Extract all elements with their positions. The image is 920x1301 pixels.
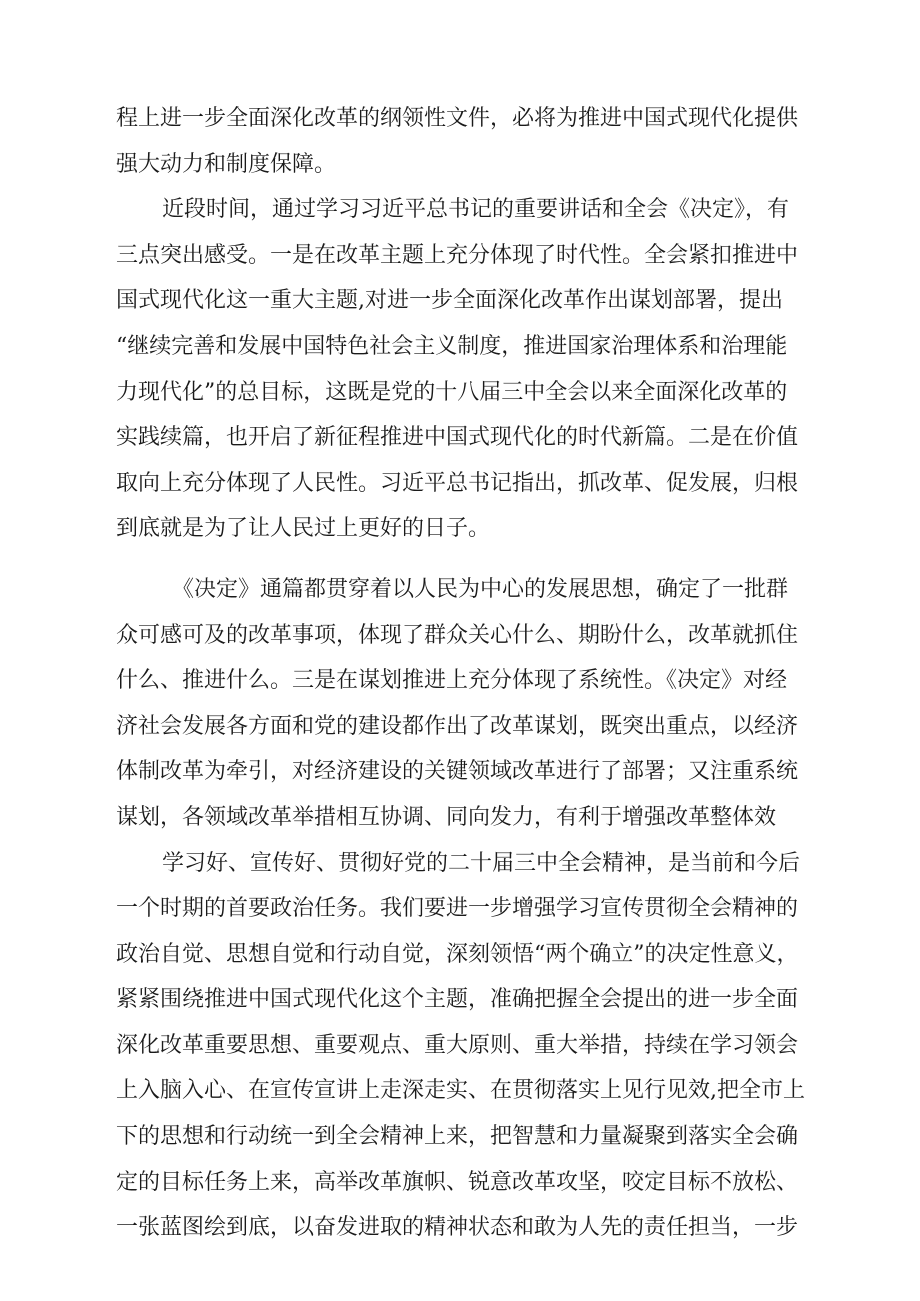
text-line: 紧紧围绕推进中国式现代化这个主题，准确把握全会提出的进一步全面	[116, 987, 799, 1013]
text-line: 上入脑入心、在宣传宣讲上走深走实、在贯彻落实上见行见效,把全市上	[116, 1078, 805, 1104]
text-line: 近段时间，通过学习习近平总书记的重要讲话和全会《决定》，有	[162, 197, 790, 223]
text-line: 体制改革为牵引，对经济建设的关键领域改革进行了部署；又注重系统	[116, 759, 799, 785]
text-line: 济社会发展各方面和党的建设都作出了改革谋划，既突出重点，以经济	[116, 713, 799, 739]
text-line: 实践续篇，也开启了新征程推进中国式现代化的时代新篇。二是在价值	[116, 425, 799, 451]
paragraph-gap	[116, 552, 836, 567]
text-line: 一张蓝图绘到底，以奋发进取的精神状态和敢为人先的责任担当，一步	[116, 1215, 799, 1241]
text-line: 下的思想和行动统一到全会精神上来，把智慧和力量凝聚到落实全会确	[116, 1124, 799, 1150]
text-line: 学习好、宣传好、贯彻好党的二十届三中全会精神，是当前和今后	[162, 850, 801, 876]
text-line: 谋划，各领域改革举措相互协调、同向发力，有利于增强改革整体效	[116, 804, 777, 830]
text-line: 深化改革重要思想、重要观点、重大原则、重大举措，持续在学习领会	[116, 1032, 799, 1058]
text-line: 力现代化”的总目标，这既是党的十八届三中全会以来全面深化改革的	[116, 379, 788, 405]
text-line: 政治自觉、思想自觉和行动自觉，深刻领悟“两个确立”的决定性意义，	[116, 941, 799, 967]
text-line: 强大动力和制度保障。	[116, 151, 337, 177]
text-line: 《决定》通篇都贯穿着以人民为中心的发展思想，确定了一批群	[172, 576, 789, 602]
text-line: 国式现代化这一重大主题,对进一步全面深化改革作出谋划部署，提出	[116, 288, 783, 314]
document-body	[116, 96, 836, 1251]
text-line: 一个时期的首要政治任务。我们要进一步增强学习宣传贯彻全会精神的	[116, 896, 799, 922]
text-line: 定的目标任务上来，高举改革旗帜、锐意改革攻坚，咬定目标不放松、	[116, 1169, 799, 1195]
text-line: 众可感可及的改革事项，体现了群众关心什么、期盼什么，改革就抓住	[116, 622, 799, 648]
text-line: 三点突出感受。一是在改革主题上充分体现了时代性。全会紧扣推进中	[116, 242, 799, 268]
text-line: “继续完善和发展中国特色社会主义制度，推进国家治理体系和治理能	[116, 333, 788, 359]
text-line: 到底就是为了让人民过上更好的日子。	[116, 516, 491, 542]
text-line: 取向上充分体现了人民性。习近平总书记指出，抓改革、促发展，归根	[116, 470, 799, 496]
text-line: 什么、推进什么。三是在谋划推进上充分体现了系统性。《决定》对经	[116, 668, 788, 694]
text-line: 程上进一步全面深化改革的纲领性文件，必将为推进中国式现代化提供	[116, 106, 799, 131]
